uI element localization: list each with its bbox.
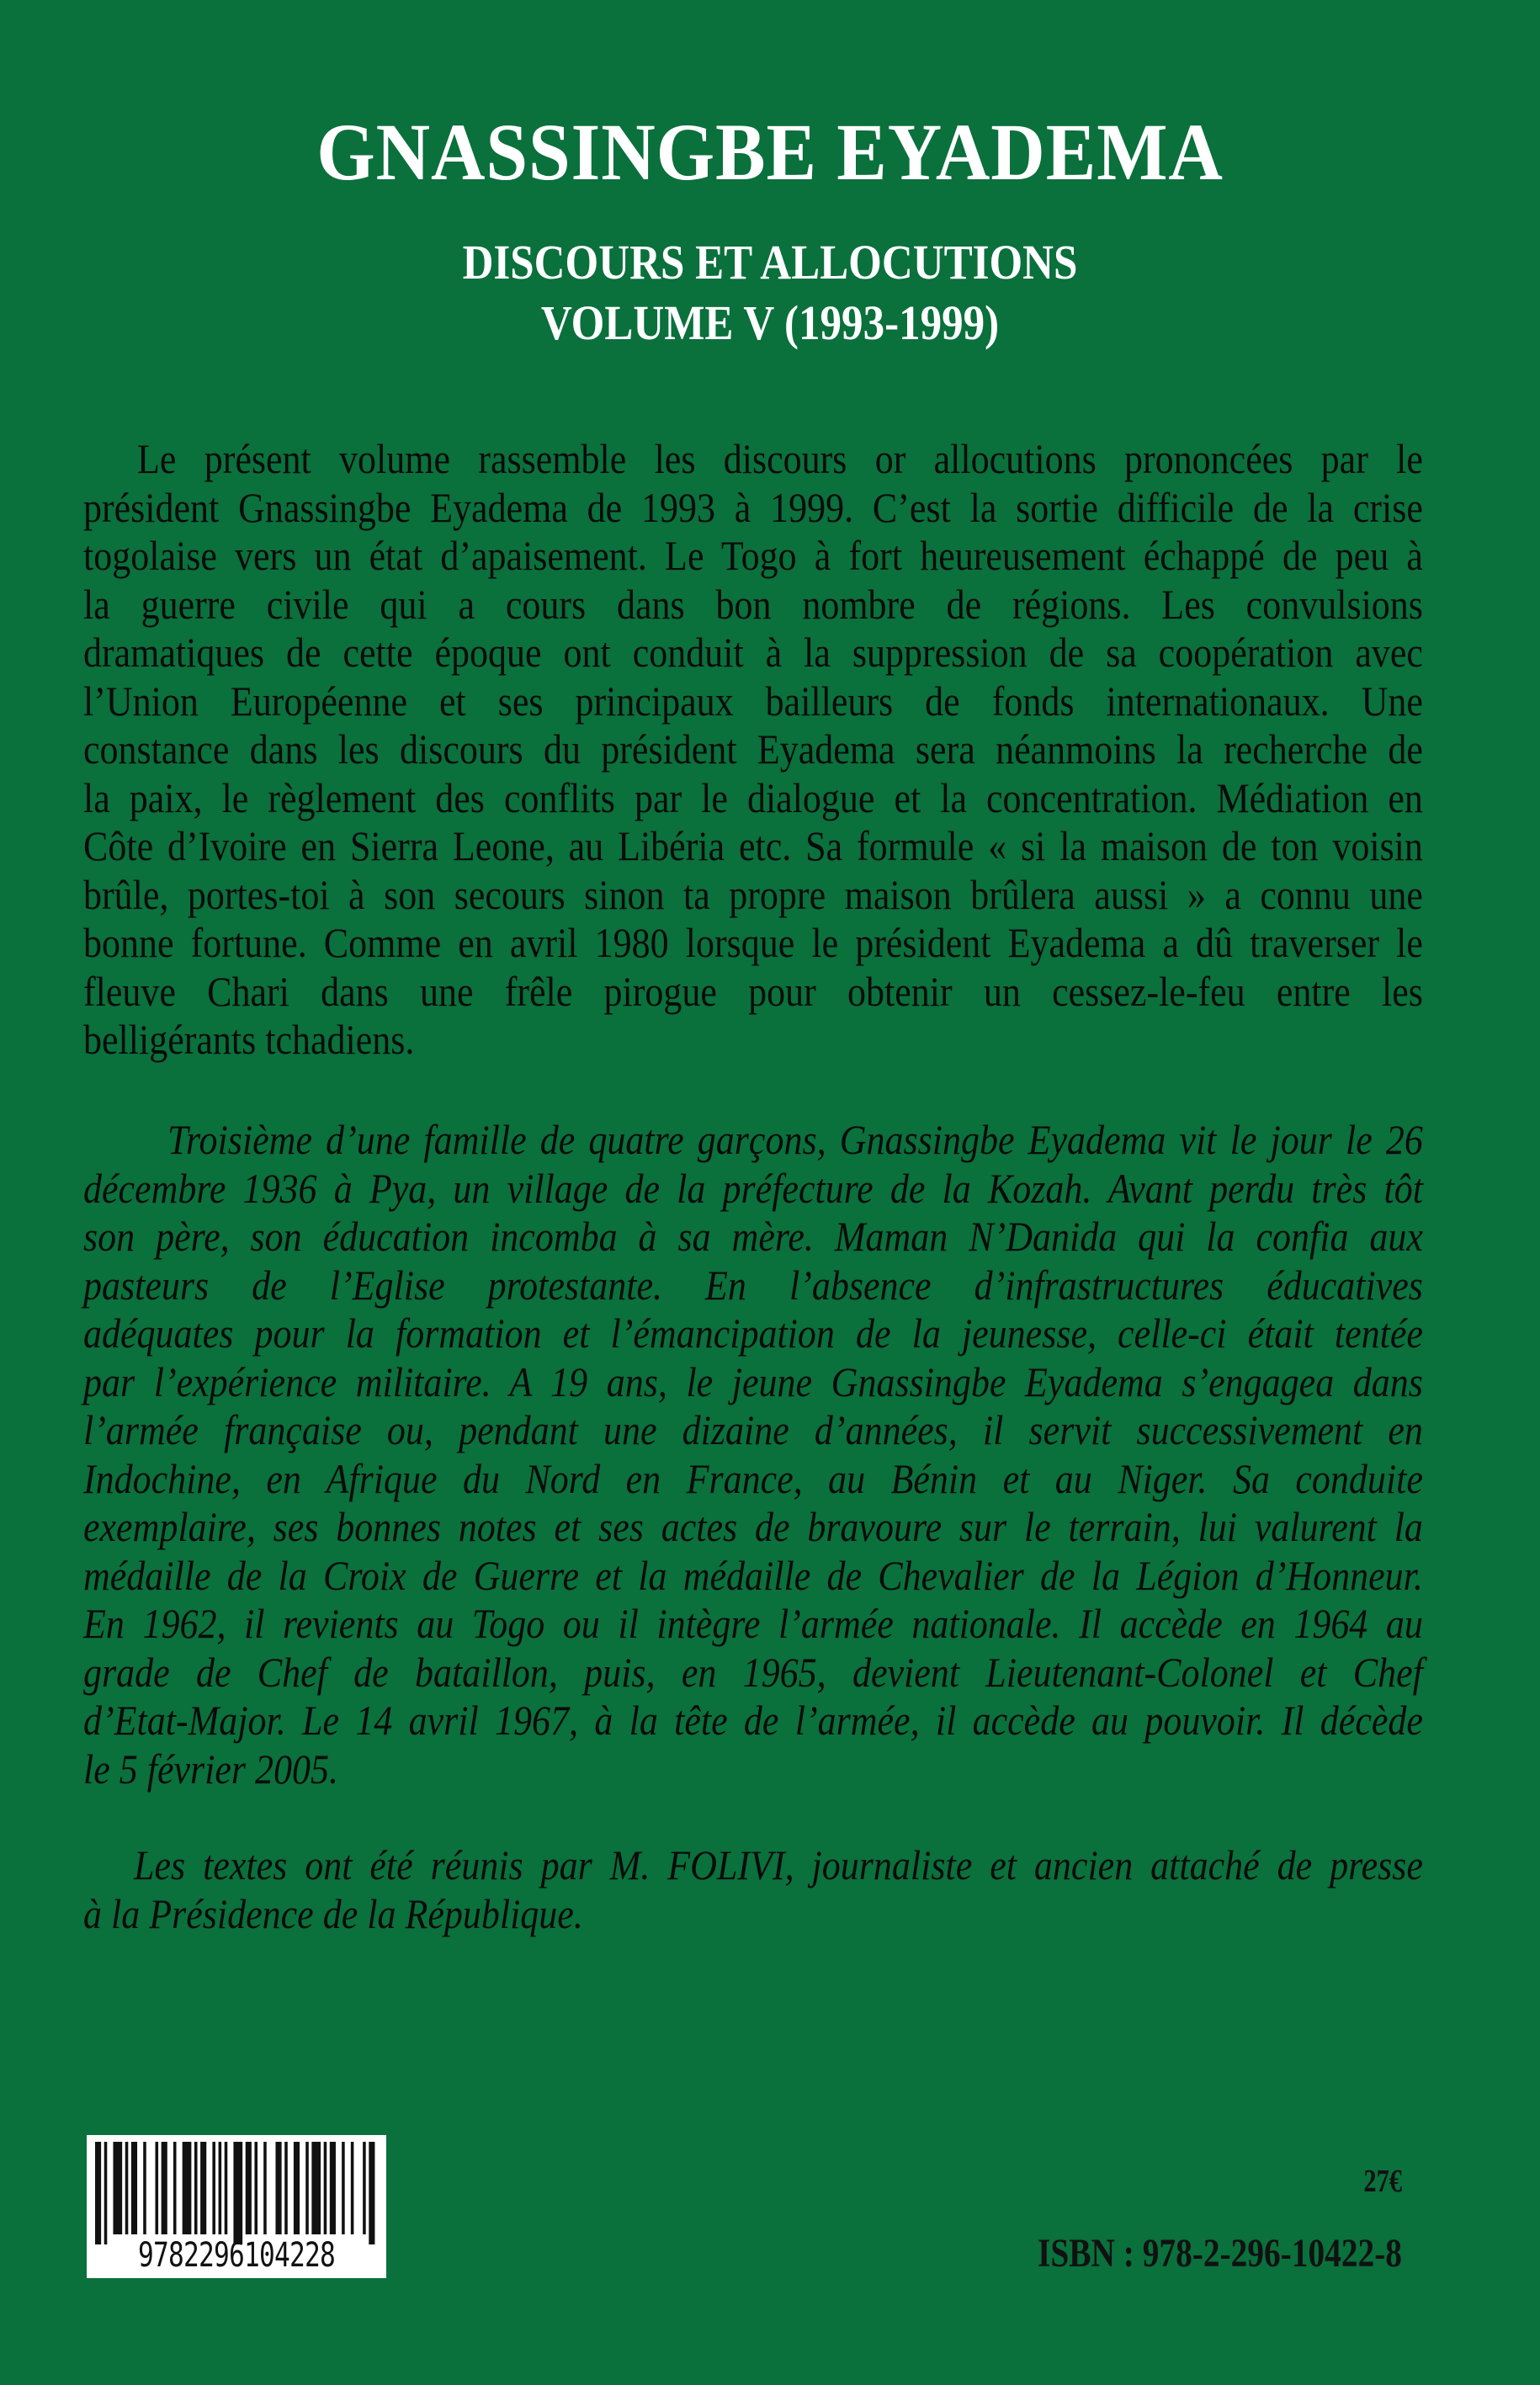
barcode-bar (173, 2142, 177, 2234)
barcode-bar (212, 2142, 215, 2234)
barcode-bar (225, 2142, 228, 2234)
barcode-bar (200, 2142, 206, 2234)
text-line: d’Etat-Major. Le 14 avril 1967, à la tête de l’armée, il accède au pouvoir. Il décède (83, 1697, 1423, 1744)
text-line: togolaise vers un état d’apaisement. Le Togo à fort heureusement échappé de peu à (83, 532, 1423, 579)
barcode-bar (233, 2142, 242, 2244)
text-line: adéquates pour la formation et l’émancipation de la jeunesse, celle-ci était tentée (83, 1309, 1423, 1357)
text-line: Indochine, en Afrique du Nord en France, au Bénin et au Niger. Sa conduite (83, 1454, 1423, 1502)
text-line: médaille de la Croix de Guerre et la médaille de Chevalier de la Légion d’Honneur. (83, 1551, 1423, 1599)
barcode (87, 2135, 386, 2278)
text-line: brûle, portes-toi à son secours sinon ta propre maison brûlera aussi » a connu une (83, 870, 1423, 918)
text-line: fleuve Chari dans une frêle pirogue pour obtenir un cessez-le-feu entre les (83, 967, 1423, 1015)
book-subtitle: DISCOURS ET ALLOCUTIONS (462, 235, 1078, 289)
text-line: dramatiques de cette époque ont conduit à la suppression de sa coopération avec (83, 629, 1423, 676)
text-line: grade de Chef de bataillon, puis, en 1965, devient Lieutenant-Colonel et Chef (83, 1648, 1423, 1696)
text-line: constance dans les discours du président Eyadema sera néanmoins la recherche de (83, 725, 1423, 773)
barcode-bar (254, 2142, 258, 2234)
barcode-bar (324, 2142, 327, 2234)
text-line: la paix, le règlement des conflits par le dialogue et la concentration. Médiation en (83, 773, 1423, 821)
text-line: belligérants tchadiens. (83, 1016, 415, 1063)
text-line: le 5 février 2005. (83, 1745, 339, 1793)
barcode-digits: 9782296104228 (137, 2236, 336, 2275)
text-line: pasteurs de l’Eglise protestante. En l’absence d’infrastructures éducatives (83, 1261, 1423, 1309)
barcode-bar (219, 2142, 222, 2234)
barcode-bar (263, 2142, 267, 2234)
text-line: président Gnassingbe Eyadema de 1993 à 1999. C’est la sortie difficile de la crise (83, 483, 1423, 531)
credits-paragraph (83, 1841, 1423, 1938)
isbn: ISBN : 978-2-296-10422-8 (1038, 2231, 1402, 2276)
barcode-bar (294, 2142, 300, 2234)
text-line: bonne fortune. Comme en avril 1980 lorsque le président Eyadema a dû traverser le (83, 919, 1423, 966)
barcode-bar (305, 2142, 309, 2234)
text-line: l’armée française ou, pendant une dizaine d’années, il servit successivement en (83, 1406, 1423, 1453)
text-line: par l’expérience militaire. A 19 ans, le jeune Gnassingbe Eyadema s’engagea dans (83, 1357, 1423, 1405)
barcode-bar (351, 2142, 354, 2234)
text-line: Les textes ont été réunis par M. FOLIVI, journaliste et ancien attaché de presse (134, 1841, 1423, 1888)
author-title: GNASSINGBE EYADEMA (316, 107, 1224, 197)
barcode-bar (125, 2142, 129, 2234)
barcode-bar (311, 2142, 321, 2234)
barcode-bar (363, 2142, 366, 2234)
barcode-bar (155, 2142, 158, 2234)
barcode-bars (95, 2142, 378, 2244)
barcode-bar (194, 2142, 198, 2234)
barcode-bar (275, 2142, 281, 2234)
text-line: à la Présidence de la République. (83, 1889, 583, 1937)
text-line: Troisième d’une famille de quatre garçons, Gnassingbe Eyadema vit le jour le 26 (167, 1116, 1423, 1163)
text-line: la guerre civile qui a cours dans bon nombre de régions. Les convulsions (83, 580, 1423, 628)
text-line: son père, son éducation incomba à sa mère. Maman N’Danida qui la confia aux (83, 1213, 1423, 1260)
text-line: Côte d’Ivoire en Sierra Leone, au Libéria etc. Sa formule « si la maison de ton voisin (83, 822, 1423, 869)
text-line: Le présent volume rassemble les discours or allocutions prononcées par le (137, 435, 1423, 482)
price: 27€ (1363, 2164, 1402, 2199)
barcode-bar (162, 2142, 167, 2234)
barcode-bar (342, 2142, 345, 2234)
barcode-bar (183, 2142, 192, 2234)
volume-label: VOLUME V (1993-1999) (540, 295, 1000, 350)
barcode-bar (284, 2142, 288, 2234)
barcode-bar (104, 2142, 108, 2244)
text-line: exemplaire, ses bonnes notes et ses actes de bravoure sur le terrain, lui valurent la (83, 1503, 1423, 1550)
barcode-bar (143, 2142, 146, 2234)
barcode-bar (131, 2142, 137, 2234)
text-line: décembre 1936 à Pya, un village de la préfecture de la Kozah. Avant perdu très tôt (83, 1164, 1423, 1212)
barcode-bar (330, 2142, 336, 2234)
summary-paragraph (83, 435, 1423, 1065)
barcode-bar (95, 2142, 101, 2244)
biography-paragraph (83, 1116, 1423, 1793)
barcode-bar (369, 2142, 374, 2244)
barcode-bar (246, 2142, 252, 2234)
text-line: l’Union Européenne et ses principaux bailleurs de fonds internationaux. Une (83, 677, 1423, 725)
barcode-bar (113, 2142, 122, 2234)
text-line: En 1962, il revients au Togo ou il intègre l’armée nationale. Il accède en 1964 au (83, 1600, 1423, 1647)
